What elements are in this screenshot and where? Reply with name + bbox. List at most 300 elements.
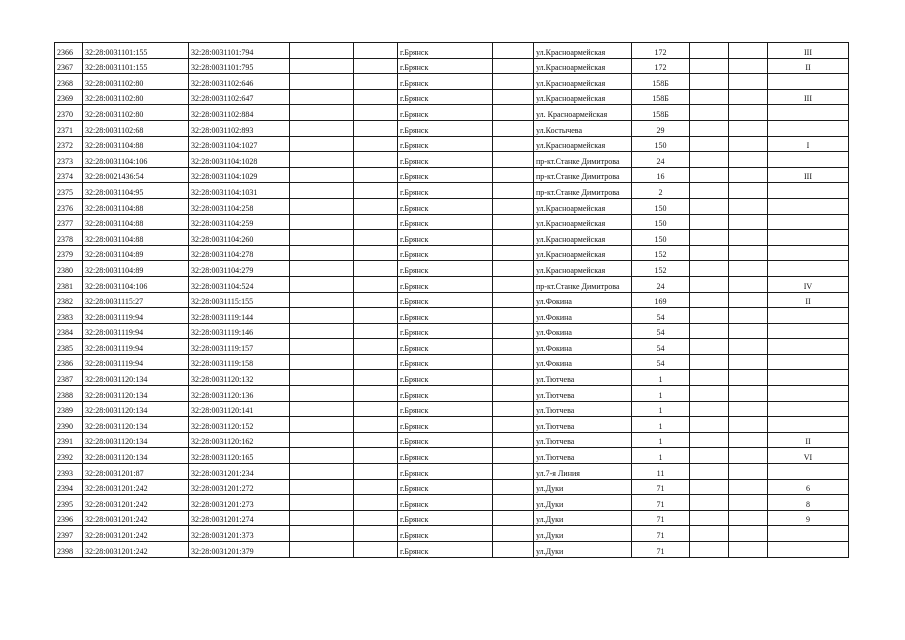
cadastral-number-cell: 32:28:0031119:158 (189, 354, 290, 370)
empty-cell (493, 526, 534, 542)
empty-cell (729, 432, 768, 448)
empty-cell (493, 261, 534, 277)
house-number-cell: 152 (632, 245, 690, 261)
parent-cadastral-number-cell: 32:28:0031104:88 (83, 230, 189, 246)
cadastral-number-cell: 32:28:0031120:165 (189, 448, 290, 464)
table-row (55, 43, 849, 59)
floor-cell: 8 (768, 495, 849, 511)
table-row (55, 198, 849, 214)
street-cell: ул.Красноармейская (534, 89, 632, 105)
empty-cell (690, 89, 729, 105)
street-cell: ул.7-я Линия (534, 464, 632, 480)
floor-cell: III (768, 89, 849, 105)
house-number-cell: 1 (632, 417, 690, 433)
empty-cell (290, 43, 354, 59)
table-row (55, 354, 849, 370)
empty-cell (290, 198, 354, 214)
empty-cell (729, 386, 768, 402)
row-number-cell: 2384 (55, 323, 83, 339)
cadastral-number-cell: 32:28:0031120:141 (189, 401, 290, 417)
empty-cell (354, 339, 398, 355)
house-number-cell: 71 (632, 526, 690, 542)
floor-cell (768, 105, 849, 121)
row-number-cell: 2386 (55, 354, 83, 370)
row-number-cell: 2367 (55, 58, 83, 74)
house-number-cell: 71 (632, 479, 690, 495)
table-row (55, 401, 849, 417)
empty-cell (354, 261, 398, 277)
empty-cell (493, 323, 534, 339)
parent-cadastral-number-cell: 32:28:0031104:88 (83, 198, 189, 214)
empty-cell (354, 89, 398, 105)
row-number-cell: 2373 (55, 152, 83, 168)
empty-cell (729, 183, 768, 199)
parent-cadastral-number-cell: 32:28:0031120:134 (83, 417, 189, 433)
row-number-cell: 2385 (55, 339, 83, 355)
empty-cell (690, 542, 729, 558)
street-cell: ул.Фокина (534, 323, 632, 339)
table-row (55, 136, 849, 152)
empty-cell (354, 167, 398, 183)
empty-cell (690, 136, 729, 152)
row-number-cell: 2392 (55, 448, 83, 464)
empty-cell (290, 323, 354, 339)
floor-cell (768, 417, 849, 433)
table-row (55, 292, 849, 308)
street-cell: ул.Красноармейская (534, 261, 632, 277)
empty-cell (290, 89, 354, 105)
row-number-cell: 2388 (55, 386, 83, 402)
empty-cell (354, 401, 398, 417)
floor-cell: 6 (768, 479, 849, 495)
street-cell: пр-кт.Станке Димитрова (534, 167, 632, 183)
empty-cell (729, 43, 768, 59)
empty-cell (354, 510, 398, 526)
row-number-cell: 2366 (55, 43, 83, 59)
floor-cell: VI (768, 448, 849, 464)
empty-cell (729, 370, 768, 386)
empty-cell (493, 401, 534, 417)
cadastral-number-cell: 32:28:0031201:272 (189, 479, 290, 495)
city-cell: г.Брянск (398, 464, 493, 480)
city-cell: г.Брянск (398, 89, 493, 105)
parent-cadastral-number-cell: 32:28:0031102:80 (83, 89, 189, 105)
floor-cell (768, 120, 849, 136)
empty-cell (290, 74, 354, 90)
empty-cell (690, 479, 729, 495)
empty-cell (290, 58, 354, 74)
city-cell: г.Брянск (398, 183, 493, 199)
empty-cell (290, 526, 354, 542)
city-cell: г.Брянск (398, 354, 493, 370)
parent-cadastral-number-cell: 32:28:0031201:242 (83, 542, 189, 558)
table-row (55, 510, 849, 526)
table-row (55, 230, 849, 246)
empty-cell (729, 276, 768, 292)
parent-cadastral-number-cell: 32:28:0031120:134 (83, 386, 189, 402)
cadastral-number-cell: 32:28:0031201:234 (189, 464, 290, 480)
empty-cell (729, 214, 768, 230)
empty-cell (354, 74, 398, 90)
row-number-cell: 2395 (55, 495, 83, 511)
empty-cell (290, 495, 354, 511)
floor-cell (768, 152, 849, 168)
empty-cell (690, 464, 729, 480)
cadastral-number-cell: 32:28:0031102:884 (189, 105, 290, 121)
table-row (55, 183, 849, 199)
empty-cell (290, 417, 354, 433)
row-number-cell: 2383 (55, 308, 83, 324)
floor-cell: II (768, 432, 849, 448)
empty-cell (290, 370, 354, 386)
city-cell: г.Брянск (398, 323, 493, 339)
empty-cell (690, 43, 729, 59)
cadastral-number-cell: 32:28:0031104:259 (189, 214, 290, 230)
parent-cadastral-number-cell: 32:28:0031104:95 (83, 183, 189, 199)
city-cell: г.Брянск (398, 43, 493, 59)
parent-cadastral-number-cell: 32:28:0031201:242 (83, 479, 189, 495)
empty-cell (493, 58, 534, 74)
house-number-cell: 2 (632, 183, 690, 199)
cadastral-number-cell: 32:28:0031120:132 (189, 370, 290, 386)
empty-cell (493, 214, 534, 230)
empty-cell (354, 542, 398, 558)
empty-cell (729, 542, 768, 558)
empty-cell (690, 230, 729, 246)
empty-cell (290, 152, 354, 168)
empty-cell (690, 183, 729, 199)
empty-cell (290, 542, 354, 558)
house-number-cell: 150 (632, 214, 690, 230)
house-number-cell: 172 (632, 43, 690, 59)
city-cell: г.Брянск (398, 198, 493, 214)
empty-cell (290, 510, 354, 526)
parent-cadastral-number-cell: 32:28:0031119:94 (83, 354, 189, 370)
empty-cell (690, 323, 729, 339)
empty-cell (493, 292, 534, 308)
empty-cell (354, 448, 398, 464)
cadastral-number-cell: 32:28:0031104:1027 (189, 136, 290, 152)
table-row (55, 495, 849, 511)
parent-cadastral-number-cell: 32:28:0021436:54 (83, 167, 189, 183)
table-row (55, 245, 849, 261)
table-row (55, 464, 849, 480)
house-number-cell: 1 (632, 401, 690, 417)
empty-cell (493, 386, 534, 402)
empty-cell (354, 183, 398, 199)
parent-cadastral-number-cell: 32:28:0031115:27 (83, 292, 189, 308)
empty-cell (493, 245, 534, 261)
city-cell: г.Брянск (398, 370, 493, 386)
cadastral-number-cell: 32:28:0031115:155 (189, 292, 290, 308)
empty-cell (729, 464, 768, 480)
empty-cell (290, 183, 354, 199)
parent-cadastral-number-cell: 32:28:0031104:106 (83, 276, 189, 292)
empty-cell (493, 510, 534, 526)
empty-cell (690, 167, 729, 183)
city-cell: г.Брянск (398, 120, 493, 136)
house-number-cell: 71 (632, 495, 690, 511)
empty-cell (493, 370, 534, 386)
empty-cell (690, 448, 729, 464)
empty-cell (354, 479, 398, 495)
house-number-cell: 29 (632, 120, 690, 136)
city-cell: г.Брянск (398, 74, 493, 90)
cadastral-number-cell: 32:28:0031104:1029 (189, 167, 290, 183)
street-cell: ул.Дуки (534, 495, 632, 511)
city-cell: г.Брянск (398, 542, 493, 558)
empty-cell (690, 417, 729, 433)
empty-cell (690, 339, 729, 355)
empty-cell (354, 354, 398, 370)
cadastral-number-cell: 32:28:0031120:152 (189, 417, 290, 433)
parent-cadastral-number-cell: 32:28:0031102:68 (83, 120, 189, 136)
house-number-cell: 71 (632, 542, 690, 558)
parent-cadastral-number-cell: 32:28:0031104:106 (83, 152, 189, 168)
row-number-cell: 2394 (55, 479, 83, 495)
city-cell: г.Брянск (398, 510, 493, 526)
house-number-cell: 150 (632, 230, 690, 246)
city-cell: г.Брянск (398, 479, 493, 495)
table-row (55, 323, 849, 339)
street-cell: ул. Красноармейская (534, 105, 632, 121)
empty-cell (493, 308, 534, 324)
empty-cell (729, 448, 768, 464)
empty-cell (690, 152, 729, 168)
street-cell: пр-кт.Станке Димитрова (534, 276, 632, 292)
city-cell: г.Брянск (398, 214, 493, 230)
house-number-cell: 54 (632, 308, 690, 324)
empty-cell (690, 74, 729, 90)
empty-cell (729, 261, 768, 277)
street-cell: ул.Красноармейская (534, 230, 632, 246)
floor-cell: III (768, 43, 849, 59)
empty-cell (493, 120, 534, 136)
floor-cell: II (768, 292, 849, 308)
cadastral-number-cell: 32:28:0031201:273 (189, 495, 290, 511)
empty-cell (690, 354, 729, 370)
street-cell: пр-кт.Станке Димитрова (534, 152, 632, 168)
cadastral-number-cell: 32:28:0031104:260 (189, 230, 290, 246)
house-number-cell: 54 (632, 339, 690, 355)
parent-cadastral-number-cell: 32:28:0031120:134 (83, 370, 189, 386)
empty-cell (290, 464, 354, 480)
row-number-cell: 2381 (55, 276, 83, 292)
empty-cell (493, 339, 534, 355)
floor-cell: III (768, 167, 849, 183)
empty-cell (729, 339, 768, 355)
empty-cell (493, 167, 534, 183)
empty-cell (690, 292, 729, 308)
row-number-cell: 2398 (55, 542, 83, 558)
row-number-cell: 2378 (55, 230, 83, 246)
empty-cell (729, 230, 768, 246)
empty-cell (290, 120, 354, 136)
floor-cell (768, 198, 849, 214)
parent-cadastral-number-cell: 32:28:0031101:155 (83, 58, 189, 74)
table-row (55, 105, 849, 121)
cadastral-register-table (54, 42, 849, 558)
floor-cell (768, 386, 849, 402)
street-cell: ул.Тютчева (534, 448, 632, 464)
empty-cell (729, 245, 768, 261)
empty-cell (729, 417, 768, 433)
row-number-cell: 2371 (55, 120, 83, 136)
empty-cell (354, 464, 398, 480)
table-row (55, 386, 849, 402)
empty-cell (729, 401, 768, 417)
row-number-cell: 2374 (55, 167, 83, 183)
row-number-cell: 2396 (55, 510, 83, 526)
empty-cell (290, 308, 354, 324)
empty-cell (729, 152, 768, 168)
empty-cell (354, 214, 398, 230)
row-number-cell: 2387 (55, 370, 83, 386)
empty-cell (690, 526, 729, 542)
table-row (55, 308, 849, 324)
house-number-cell: 1 (632, 432, 690, 448)
table-row (55, 120, 849, 136)
parent-cadastral-number-cell: 32:28:0031102:80 (83, 74, 189, 90)
empty-cell (354, 526, 398, 542)
cadastral-number-cell: 32:28:0031201:379 (189, 542, 290, 558)
empty-cell (290, 354, 354, 370)
street-cell: ул.Красноармейская (534, 198, 632, 214)
city-cell: г.Брянск (398, 152, 493, 168)
floor-cell (768, 354, 849, 370)
empty-cell (493, 152, 534, 168)
empty-cell (729, 308, 768, 324)
table-row (55, 58, 849, 74)
cadastral-number-cell: 32:28:0031104:1031 (189, 183, 290, 199)
street-cell: ул.Дуки (534, 479, 632, 495)
empty-cell (690, 214, 729, 230)
cadastral-number-cell: 32:28:0031120:136 (189, 386, 290, 402)
empty-cell (493, 417, 534, 433)
city-cell: г.Брянск (398, 448, 493, 464)
empty-cell (354, 58, 398, 74)
empty-cell (354, 370, 398, 386)
empty-cell (690, 495, 729, 511)
parent-cadastral-number-cell: 32:28:0031104:89 (83, 245, 189, 261)
empty-cell (493, 74, 534, 90)
empty-cell (690, 276, 729, 292)
table-row (55, 261, 849, 277)
row-number-cell: 2393 (55, 464, 83, 480)
empty-cell (493, 354, 534, 370)
table-row (55, 74, 849, 90)
empty-cell (354, 105, 398, 121)
house-number-cell: 158Б (632, 89, 690, 105)
floor-cell: II (768, 58, 849, 74)
empty-cell (729, 167, 768, 183)
street-cell: ул.Красноармейская (534, 136, 632, 152)
parent-cadastral-number-cell: 32:28:0031104:88 (83, 214, 189, 230)
empty-cell (354, 323, 398, 339)
empty-cell (290, 292, 354, 308)
floor-cell (768, 370, 849, 386)
floor-cell (768, 245, 849, 261)
table-row (55, 214, 849, 230)
empty-cell (290, 167, 354, 183)
street-cell: ул.Красноармейская (534, 74, 632, 90)
parent-cadastral-number-cell: 32:28:0031201:87 (83, 464, 189, 480)
cadastral-number-cell: 32:28:0031101:794 (189, 43, 290, 59)
house-number-cell: 150 (632, 136, 690, 152)
cadastral-number-cell: 32:28:0031104:258 (189, 198, 290, 214)
empty-cell (493, 183, 534, 199)
empty-cell (493, 105, 534, 121)
empty-cell (354, 136, 398, 152)
empty-cell (729, 89, 768, 105)
street-cell: ул.Красноармейская (534, 58, 632, 74)
empty-cell (493, 432, 534, 448)
empty-cell (729, 198, 768, 214)
house-number-cell: 16 (632, 167, 690, 183)
empty-cell (290, 479, 354, 495)
house-number-cell: 1 (632, 386, 690, 402)
empty-cell (290, 245, 354, 261)
row-number-cell: 2369 (55, 89, 83, 105)
floor-cell (768, 339, 849, 355)
table-row (55, 526, 849, 542)
empty-cell (493, 542, 534, 558)
city-cell: г.Брянск (398, 276, 493, 292)
parent-cadastral-number-cell: 32:28:0031119:94 (83, 323, 189, 339)
empty-cell (729, 510, 768, 526)
empty-cell (690, 105, 729, 121)
row-number-cell: 2397 (55, 526, 83, 542)
parent-cadastral-number-cell: 32:28:0031120:134 (83, 448, 189, 464)
cadastral-number-cell: 32:28:0031102:893 (189, 120, 290, 136)
empty-cell (729, 495, 768, 511)
empty-cell (690, 261, 729, 277)
empty-cell (354, 308, 398, 324)
table-row (55, 89, 849, 105)
empty-cell (690, 370, 729, 386)
city-cell: г.Брянск (398, 58, 493, 74)
cadastral-number-cell: 32:28:0031201:373 (189, 526, 290, 542)
empty-cell (290, 276, 354, 292)
city-cell: г.Брянск (398, 292, 493, 308)
house-number-cell: 169 (632, 292, 690, 308)
floor-cell (768, 261, 849, 277)
row-number-cell: 2372 (55, 136, 83, 152)
empty-cell (354, 198, 398, 214)
house-number-cell: 11 (632, 464, 690, 480)
empty-cell (729, 58, 768, 74)
empty-cell (493, 479, 534, 495)
street-cell: пр-кт.Станке Димитрова (534, 183, 632, 199)
empty-cell (354, 495, 398, 511)
empty-cell (690, 198, 729, 214)
row-number-cell: 2376 (55, 198, 83, 214)
empty-cell (290, 339, 354, 355)
cadastral-number-cell: 32:28:0031119:144 (189, 308, 290, 324)
empty-cell (354, 43, 398, 59)
street-cell: ул.Фокина (534, 292, 632, 308)
table-row (55, 479, 849, 495)
floor-cell (768, 308, 849, 324)
house-number-cell: 24 (632, 152, 690, 168)
street-cell: ул.Фокина (534, 354, 632, 370)
cadastral-number-cell: 32:28:0031104:278 (189, 245, 290, 261)
floor-cell (768, 526, 849, 542)
cadastral-number-cell: 32:28:0031119:146 (189, 323, 290, 339)
floor-cell (768, 401, 849, 417)
empty-cell (354, 120, 398, 136)
empty-cell (290, 214, 354, 230)
